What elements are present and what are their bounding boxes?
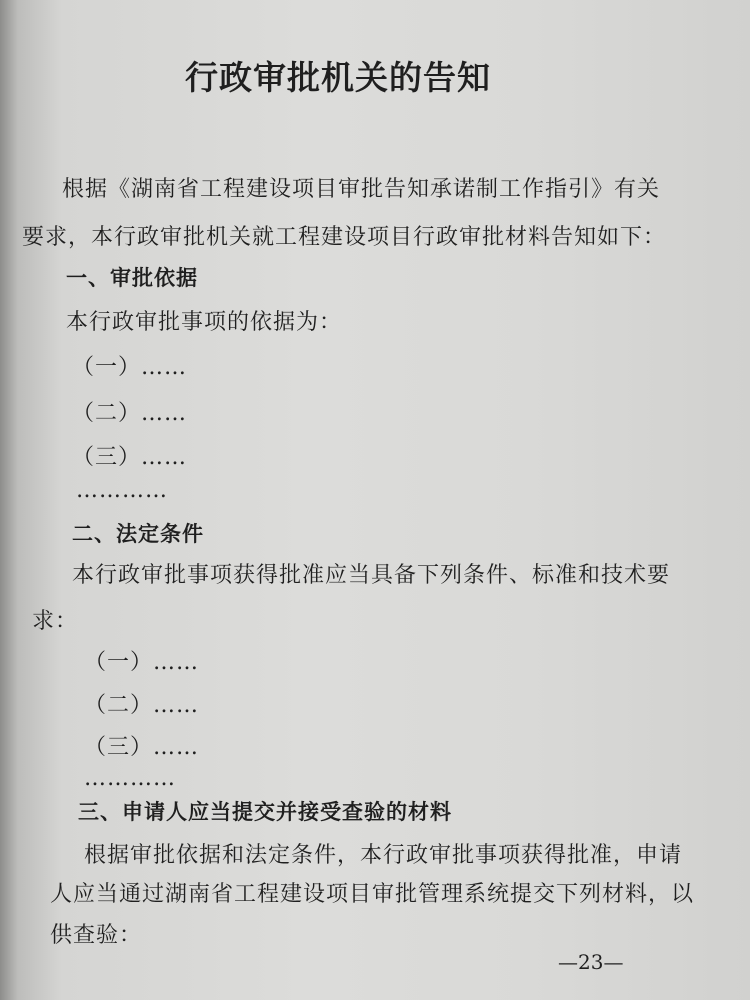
section-2-item-3: （三）…… xyxy=(84,735,200,760)
section-3-text-line-1: 根据审批依据和法定条件，本行政审批事项获得批准，申请 xyxy=(84,843,683,868)
section-2-item-1: （一）…… xyxy=(84,650,200,675)
section-3-text-line-2: 人应当通过湖南省工程建设项目审批管理系统提交下列材料，以 xyxy=(50,882,695,907)
page-number: —23— xyxy=(558,950,624,974)
section-1-item-3: （三）…… xyxy=(72,445,188,470)
section-1-text: 本行政审批事项的依据为： xyxy=(66,310,343,335)
section-1-item-2: （二）…… xyxy=(72,401,188,426)
section-2-ellipsis: ………… xyxy=(84,766,176,791)
section-1-ellipsis: ………… xyxy=(76,478,168,503)
section-3-text-line-3: 供查验： xyxy=(50,923,143,948)
section-3-heading: 三、申请人应当提交并接受查验的材料 xyxy=(78,800,452,824)
intro-line-1: 根据《湖南省工程建设项目审批告知承诺制工作指引》有关 xyxy=(62,177,661,202)
section-1-item-1: （一）…… xyxy=(72,355,188,380)
intro-line-2: 要求，本行政审批机关就工程建设项目行政审批材料告知如下： xyxy=(22,225,667,250)
section-1-heading: 一、审批依据 xyxy=(66,266,198,290)
page-binding-edge xyxy=(0,0,18,1000)
section-2-item-2: （二）…… xyxy=(84,693,200,718)
section-2-text-line-1: 本行政审批事项获得批准应当具备下列条件、标准和技术要 xyxy=(72,563,671,588)
document-title: 行政审批机关的告知 xyxy=(185,58,491,97)
section-2-text-line-2: 求： xyxy=(32,609,79,634)
section-2-heading: 二、法定条件 xyxy=(72,522,204,546)
